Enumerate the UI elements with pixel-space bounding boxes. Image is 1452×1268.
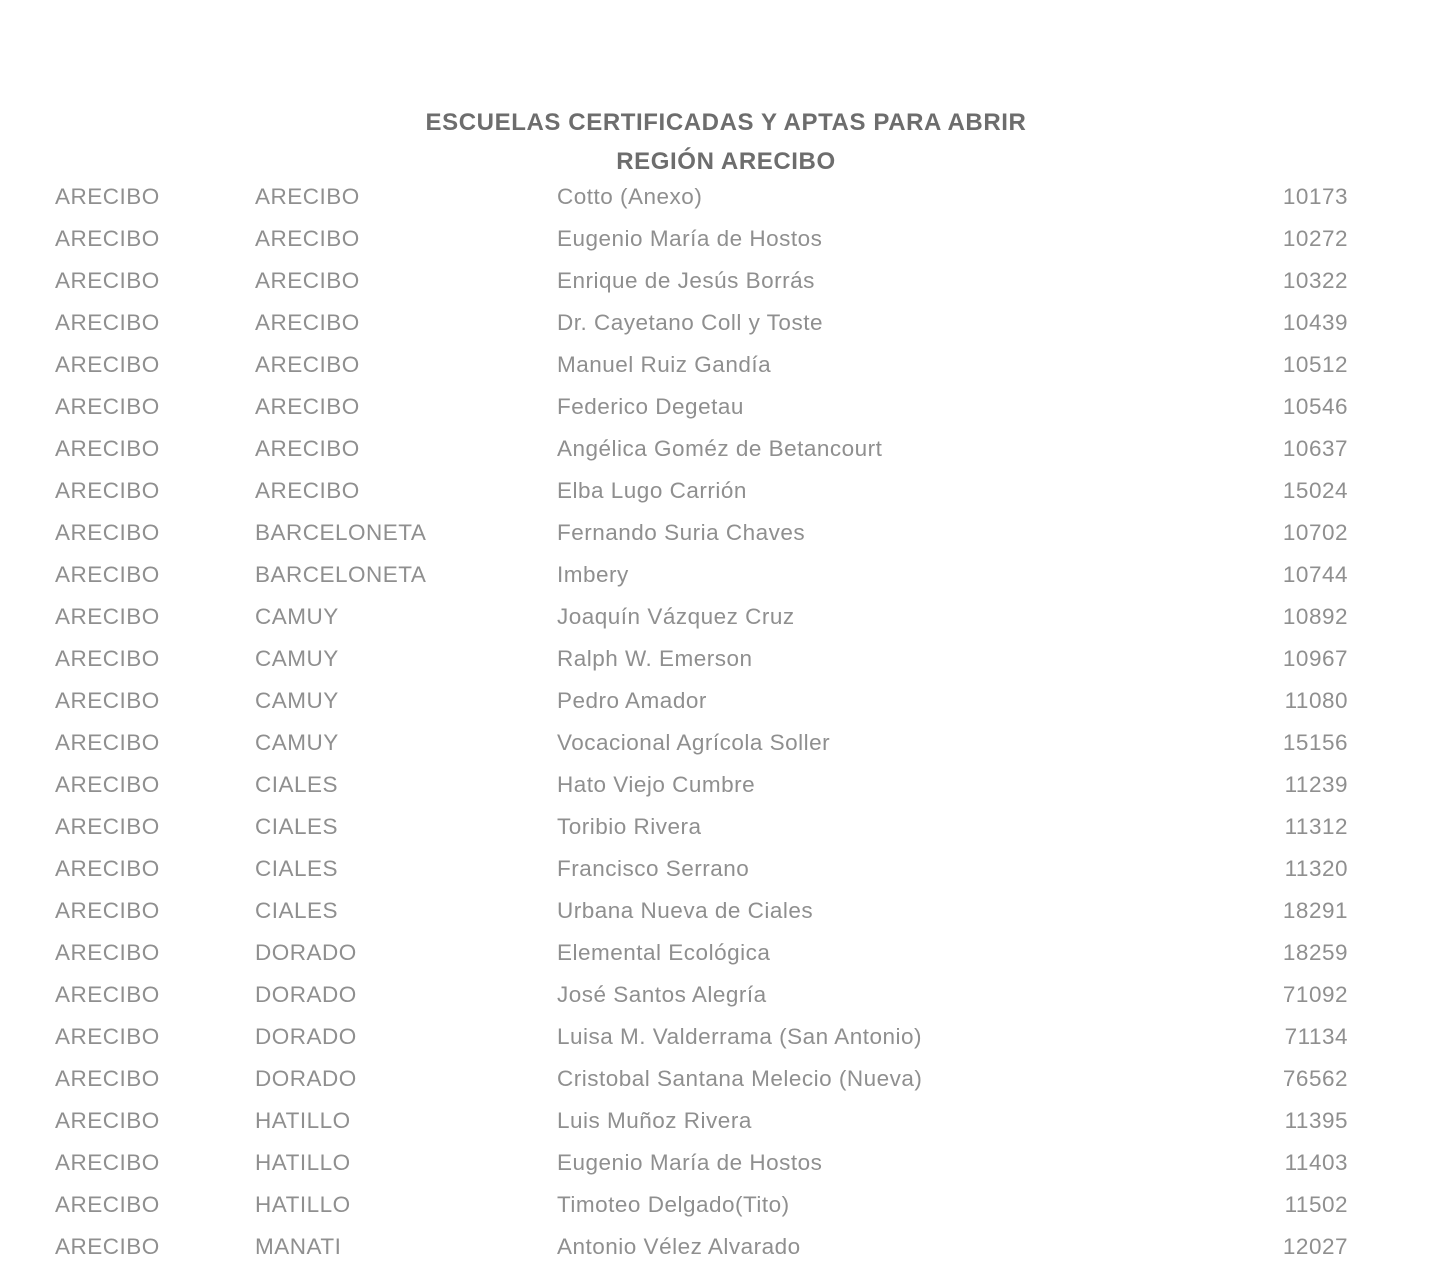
school-name-cell: Timoteo Delgado(Tito) [557, 1192, 790, 1217]
table-row [0, 1226, 1452, 1268]
table-row [0, 680, 1452, 722]
region-cell: ARECIBO [55, 394, 160, 419]
school-code-cell: 11312 [1284, 814, 1348, 839]
school-name-cell: Elba Lugo Carrión [557, 478, 747, 503]
table-row [0, 848, 1452, 890]
municipality-cell: CAMUY [255, 688, 339, 713]
table-row [0, 554, 1452, 596]
table-row [0, 806, 1452, 848]
table-row [0, 260, 1452, 302]
school-name-cell: Eugenio María de Hostos [557, 226, 823, 251]
municipality-cell: CIALES [255, 814, 339, 839]
region-cell: ARECIBO [55, 1108, 160, 1133]
table-row [0, 1142, 1452, 1184]
school-name-cell: Eugenio María de Hostos [557, 1150, 823, 1175]
region-cell: ARECIBO [55, 1024, 160, 1049]
school-name-cell: Francisco Serrano [557, 856, 750, 881]
region-cell: ARECIBO [55, 730, 160, 755]
region-cell: ARECIBO [55, 562, 160, 587]
school-code-cell: 71092 [1282, 982, 1348, 1007]
school-code-cell: 11080 [1284, 688, 1348, 713]
school-name-cell: Luis Muñoz Rivera [557, 1108, 752, 1133]
table-row [0, 890, 1452, 932]
school-name-cell: Cristobal Santana Melecio (Nueva) [557, 1066, 923, 1091]
region-cell: ARECIBO [55, 646, 160, 671]
school-name-cell: Enrique de Jesús Borrás [557, 268, 815, 293]
school-name-cell: Antonio Vélez Alvarado [557, 1234, 801, 1259]
school-name-cell: Elemental Ecológica [557, 940, 771, 965]
municipality-cell: ARECIBO [255, 184, 360, 209]
municipality-cell: CIALES [255, 898, 339, 923]
municipality-cell: ARECIBO [255, 310, 360, 335]
region-cell: ARECIBO [55, 268, 160, 293]
school-name-cell: Hato Viejo Cumbre [557, 772, 756, 797]
municipality-cell: ARECIBO [255, 436, 360, 461]
table-row [0, 1184, 1452, 1226]
region-cell: ARECIBO [55, 604, 160, 629]
table-row [0, 1100, 1452, 1142]
school-code-cell: 71134 [1284, 1024, 1348, 1049]
document-title [0, 103, 1452, 181]
school-code-cell: 10173 [1282, 184, 1348, 209]
school-code-cell: 11502 [1284, 1192, 1348, 1217]
school-code-cell: 15156 [1282, 730, 1348, 755]
municipality-cell: DORADO [255, 940, 357, 965]
school-name-cell: Ralph W. Emerson [557, 646, 753, 671]
school-code-cell: 10439 [1282, 310, 1348, 335]
region-cell: ARECIBO [55, 898, 160, 923]
school-code-cell: 10322 [1282, 268, 1348, 293]
table-row [0, 722, 1452, 764]
region-cell: ARECIBO [55, 688, 160, 713]
school-code-cell: 18291 [1282, 898, 1348, 923]
municipality-cell: ARECIBO [255, 394, 360, 419]
school-name-cell: Luisa M. Valderrama (San Antonio) [557, 1024, 923, 1049]
municipality-cell: ARECIBO [255, 352, 360, 377]
table-row [0, 218, 1452, 260]
school-name-cell: Manuel Ruiz Gandía [557, 352, 772, 377]
table-row [0, 176, 1452, 218]
region-cell: ARECIBO [55, 436, 160, 461]
school-code-cell: 11320 [1284, 856, 1348, 881]
region-cell: ARECIBO [55, 1066, 160, 1091]
school-code-cell: 10272 [1282, 226, 1348, 251]
municipality-cell: CAMUY [255, 730, 339, 755]
municipality-cell: CIALES [255, 772, 339, 797]
municipality-cell: BARCELONETA [255, 520, 427, 545]
table-row [0, 512, 1452, 554]
school-name-cell: José Santos Alegría [557, 982, 767, 1007]
school-code-cell: 76562 [1282, 1066, 1348, 1091]
school-name-cell: Vocacional Agrícola Soller [557, 730, 831, 755]
table-row [0, 638, 1452, 680]
region-cell: ARECIBO [55, 1192, 160, 1217]
region-cell: ARECIBO [55, 856, 160, 881]
region-cell: ARECIBO [55, 982, 160, 1007]
region-cell: ARECIBO [55, 184, 160, 209]
municipality-cell: BARCELONETA [255, 562, 427, 587]
table-row [0, 386, 1452, 428]
school-code-cell: 11403 [1284, 1150, 1348, 1175]
school-name-cell: Urbana Nueva de Ciales [557, 898, 814, 923]
municipality-cell: CAMUY [255, 604, 339, 629]
table-row [0, 302, 1452, 344]
region-cell: ARECIBO [55, 520, 160, 545]
table-row [0, 596, 1452, 638]
school-code-cell: 11395 [1284, 1108, 1348, 1133]
municipality-cell: CIALES [255, 856, 339, 881]
school-name-cell: Cotto (Anexo) [557, 184, 703, 209]
school-code-cell: 15024 [1282, 478, 1348, 503]
municipality-cell: DORADO [255, 1066, 357, 1091]
region-cell: ARECIBO [55, 772, 160, 797]
region-cell: ARECIBO [55, 310, 160, 335]
school-name-cell: Fernando Suria Chaves [557, 520, 806, 545]
region-cell: ARECIBO [55, 352, 160, 377]
table-row [0, 470, 1452, 512]
municipality-cell: CAMUY [255, 646, 339, 671]
school-code-cell: 18259 [1282, 940, 1348, 965]
region-cell: ARECIBO [55, 1234, 160, 1259]
school-name-cell: Angélica Goméz de Betancourt [557, 436, 883, 461]
municipality-cell: DORADO [255, 982, 357, 1007]
school-name-cell: Pedro Amador [557, 688, 707, 713]
table-row [0, 1016, 1452, 1058]
region-cell: ARECIBO [55, 478, 160, 503]
municipality-cell: ARECIBO [255, 226, 360, 251]
document-title-line2: REGIÓN ARECIBO [616, 148, 836, 175]
school-code-cell: 10512 [1282, 352, 1348, 377]
school-code-cell: 10702 [1282, 520, 1348, 545]
region-cell: ARECIBO [55, 940, 160, 965]
table-row [0, 344, 1452, 386]
school-name-cell: Federico Degetau [557, 394, 744, 419]
school-code-cell: 10744 [1282, 562, 1348, 587]
school-code-cell: 12027 [1282, 1234, 1348, 1259]
table-row [0, 974, 1452, 1016]
school-code-cell: 10546 [1282, 394, 1348, 419]
table-row [0, 764, 1452, 806]
schools-table [0, 176, 1452, 1268]
school-code-cell: 11239 [1284, 772, 1348, 797]
document-title-line1: ESCUELAS CERTIFICADAS Y APTAS PARA ABRIR [425, 109, 1027, 136]
municipality-cell: HATILLO [255, 1192, 351, 1217]
table-row [0, 1058, 1452, 1100]
table-row [0, 428, 1452, 470]
region-cell: ARECIBO [55, 814, 160, 839]
school-code-cell: 10637 [1282, 436, 1348, 461]
school-name-cell: Dr. Cayetano Coll y Toste [557, 310, 823, 335]
table-row [0, 932, 1452, 974]
school-name-cell: Joaquín Vázquez Cruz [557, 604, 795, 629]
municipality-cell: DORADO [255, 1024, 357, 1049]
school-code-cell: 10892 [1282, 604, 1348, 629]
municipality-cell: MANATI [255, 1234, 342, 1259]
municipality-cell: HATILLO [255, 1108, 351, 1133]
municipality-cell: ARECIBO [255, 268, 360, 293]
municipality-cell: ARECIBO [255, 478, 360, 503]
region-cell: ARECIBO [55, 226, 160, 251]
school-name-cell: Imbery [557, 562, 629, 587]
region-cell: ARECIBO [55, 1150, 160, 1175]
school-name-cell: Toribio Rivera [557, 814, 702, 839]
municipality-cell: HATILLO [255, 1150, 351, 1175]
school-code-cell: 10967 [1282, 646, 1348, 671]
